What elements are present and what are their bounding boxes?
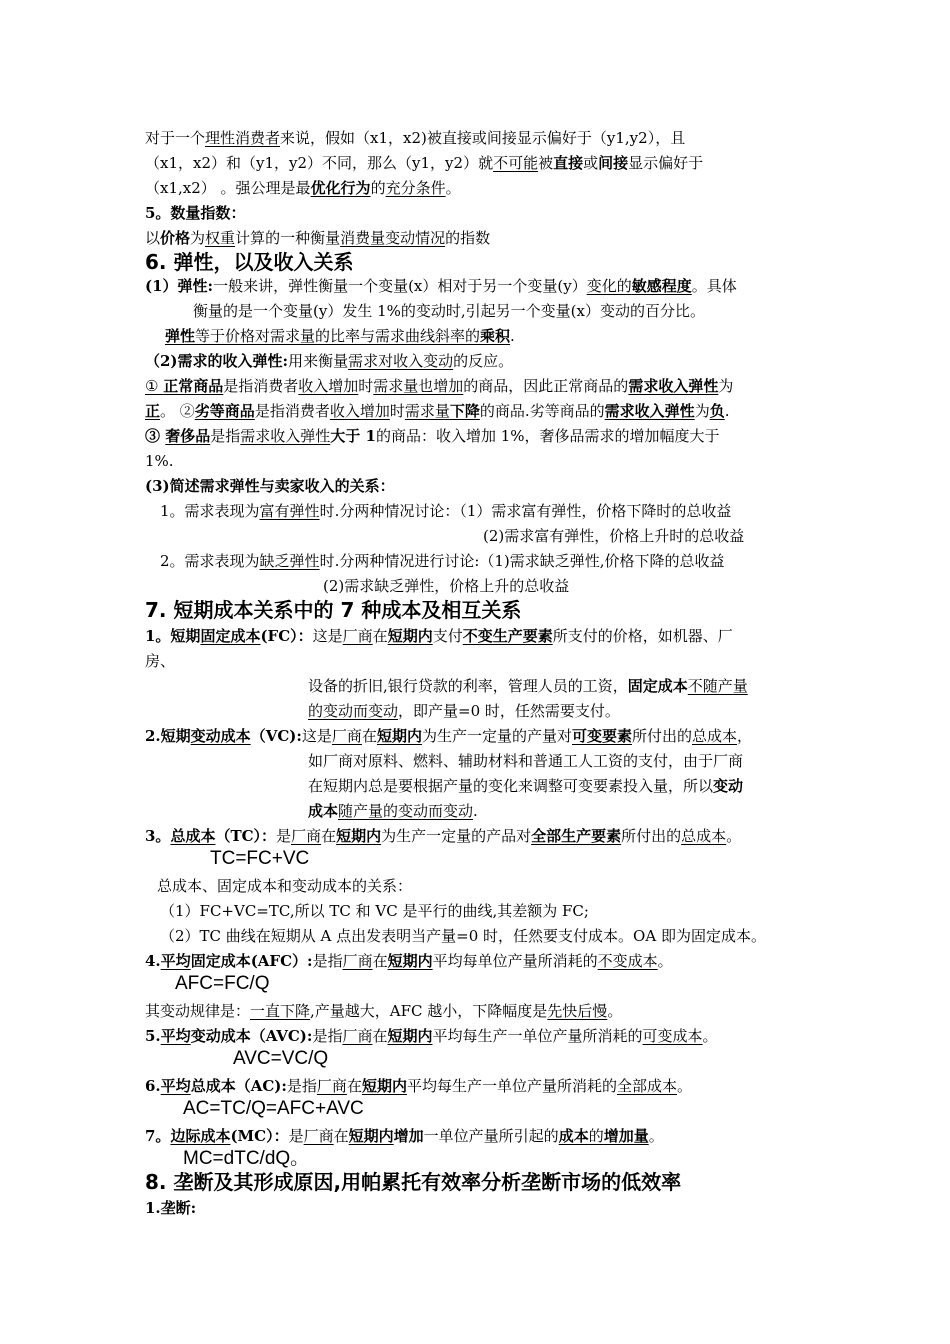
text-run: 的	[370, 179, 386, 197]
text-run: 不随产量	[687, 677, 748, 695]
text-run: （2)需求的收入弹性:	[145, 352, 289, 370]
section-heading	[145, 598, 521, 624]
text-run: 的	[588, 1127, 604, 1145]
text-run: 房、	[145, 652, 176, 670]
text-run: 这是	[312, 627, 343, 645]
text-run: 变化的	[586, 277, 632, 295]
text-run: 需求量	[404, 402, 450, 420]
text-run: 5。数量指数：	[145, 204, 246, 222]
text-run: 8. 垄断及其形成原因,用帕累托有效率分析垄断市场的低效率	[145, 1170, 682, 1194]
text-line	[308, 701, 620, 723]
text-run: 总成本（AC):	[190, 1077, 287, 1095]
text-run: 在	[346, 1077, 362, 1095]
text-line	[145, 203, 245, 225]
text-run: 衡量的是一个变量(y）发生 1%的变动时,引起另一个变量(x）变动的百分比。	[193, 302, 705, 320]
text-run: 显示偏好于	[628, 154, 704, 172]
text-run: 平均每生产一单位产量所消耗的	[432, 1027, 643, 1045]
text-run: 平均	[160, 1027, 191, 1045]
text-line	[145, 153, 703, 175]
text-line	[145, 1026, 718, 1048]
text-run: 直接	[553, 154, 584, 172]
text-run: 短期内	[376, 727, 422, 745]
text-run: 的变动而变动	[308, 702, 399, 720]
text-run: 如厂商对原料、燃料、辅助材料和普通工人工资的支付，由于厂商	[308, 752, 744, 770]
text-run: （2）TC 曲线在短期从 A 点出发表明当产量=0 时，任然要支付成本。OA 即为固定成本。	[160, 927, 766, 945]
text-run: (2)需求富有弹性，价格上升时的总收益	[483, 527, 745, 545]
text-run: 7。	[145, 1127, 171, 1145]
text-run: (FC）：	[260, 627, 313, 645]
section-heading	[145, 1170, 681, 1196]
text-run: 1.垄断:	[145, 1199, 197, 1217]
text-run: .	[724, 402, 730, 420]
text-run: 7. 短期成本关系中的 7 种成本及相互关系	[145, 598, 522, 622]
text-run: 1%.	[145, 452, 174, 470]
text-run: 消费量变动情况	[340, 229, 446, 247]
text-run: 其变动规律是：	[145, 1002, 251, 1020]
text-run: .	[510, 327, 515, 345]
text-run: 。具体	[691, 277, 737, 295]
text-run: 4.	[145, 952, 161, 970]
text-run: 变动成本	[190, 727, 251, 745]
text-run: 固定成本	[200, 627, 261, 645]
text-run: 支付	[432, 627, 463, 645]
text-line	[145, 426, 720, 448]
text-run: 为	[190, 229, 206, 247]
text-run: 。	[445, 179, 461, 197]
text-run: 富有弹性	[259, 502, 320, 520]
text-run: 劣等商品	[194, 402, 255, 420]
text-run: 厂商	[291, 827, 322, 845]
text-run: AFC=FC/Q	[175, 973, 270, 994]
text-run: 需求收入弹性	[240, 427, 331, 445]
text-run: 平均	[160, 1077, 191, 1095]
text-run: AVC=VC/Q	[233, 1048, 329, 1069]
text-run: 的反应。	[453, 352, 514, 370]
text-run: 成本	[308, 802, 339, 820]
text-run: 平均	[160, 952, 191, 970]
text-run: 不变生产要素	[462, 627, 553, 645]
text-run: 。	[726, 827, 742, 845]
text-run: ③	[145, 427, 166, 445]
text-run: ,产量越大，AFC 越小，下降幅度是	[310, 1002, 548, 1020]
text-run: 来说，假如（x1，x2)被直接或间接显示偏好于（y1,y2），且	[280, 129, 686, 147]
text-run: 6. 弹性，以及收入关系	[145, 250, 354, 274]
text-run: 1。短期	[145, 627, 201, 645]
text-run: 所支付的价格，如机器、厂	[552, 627, 733, 645]
text-run: 是指	[312, 1027, 343, 1045]
text-run: 的商品：收入增加 1%，奢侈品需求的增加幅度大于	[375, 427, 720, 445]
text-run: 增加量	[603, 1127, 649, 1145]
text-run: 平均每生产一单位产量所消耗的	[406, 1077, 617, 1095]
text-line	[145, 726, 752, 748]
text-run: 可变成本	[642, 1027, 703, 1045]
text-run: 敏感程度	[631, 277, 692, 295]
text-run: 是	[288, 1127, 304, 1145]
text-line	[145, 651, 175, 673]
text-run: 短期内	[361, 1077, 407, 1095]
formula-line	[175, 973, 269, 997]
text-run: 下降	[449, 402, 480, 420]
text-run: 固定成本	[627, 677, 688, 695]
text-line	[145, 1198, 196, 1220]
text-line	[308, 676, 748, 698]
text-line	[145, 228, 490, 250]
text-run: 是指消费者	[254, 402, 330, 420]
text-run: 短期内	[387, 1027, 433, 1045]
text-run: 大于 1	[330, 427, 376, 445]
text-line	[145, 826, 741, 848]
text-run: 可变要素	[571, 727, 632, 745]
text-run: 固定成本(AFC）:	[190, 952, 313, 970]
text-run: 总成本	[692, 727, 738, 745]
text-run: 5.	[145, 1027, 161, 1045]
text-run: 需求量也增加	[373, 377, 464, 395]
text-run: 用来衡量	[288, 352, 349, 370]
text-run: 的商品，因此正常商品的	[463, 377, 629, 395]
text-line	[145, 1001, 622, 1023]
text-run: ①	[145, 377, 164, 395]
text-run: 在	[372, 1027, 388, 1045]
text-run: 在	[333, 1127, 349, 1145]
text-run: AC=TC/Q=AFC+AVC	[183, 1098, 364, 1119]
text-line	[145, 276, 737, 298]
text-run: ，	[737, 727, 753, 745]
text-run: 边际成本	[170, 1127, 231, 1145]
text-run: 需求对收入变动	[348, 352, 454, 370]
text-run: 在	[372, 952, 388, 970]
text-run: 是指	[210, 427, 241, 445]
text-run: 奢侈品	[165, 427, 211, 445]
text-run: 厂商	[316, 1077, 347, 1095]
text-run: 为	[694, 402, 710, 420]
text-run: 。	[677, 1077, 693, 1095]
text-run: 被	[538, 154, 554, 172]
text-run: 在	[321, 827, 337, 845]
text-line	[145, 128, 685, 150]
text-run: 厂商	[342, 627, 373, 645]
text-run: 变动成本（AVC):	[190, 1027, 313, 1045]
text-run: （1）FC+VC=TC,所以 TC 和 VC 是平行的曲线,其差额为 FC;	[160, 902, 589, 920]
text-line	[160, 926, 766, 948]
text-line	[145, 351, 513, 373]
text-line	[145, 476, 395, 498]
section-heading	[145, 250, 353, 276]
text-run: (3)简述需求弹性与卖家收入的关系：	[145, 477, 395, 495]
text-run: 。	[607, 1002, 623, 1020]
text-line	[165, 326, 515, 348]
text-run: 设备的折旧,银行贷款的利率，管理人员的工资，	[308, 677, 628, 695]
text-run: 在短期内总是要根据产量的变化来调整可变要素投入量，所以	[308, 777, 714, 795]
text-line	[145, 1076, 692, 1098]
text-run: 为生产一定量的产品对	[381, 827, 532, 845]
text-run: 1。需求表现为	[160, 502, 260, 520]
text-run: 或	[583, 154, 599, 172]
text-run: 是指	[312, 952, 343, 970]
text-run: 时	[358, 377, 374, 395]
text-run: 充分条件	[385, 179, 446, 197]
text-run: 正常商品	[163, 377, 224, 395]
text-line	[145, 178, 461, 200]
text-run: 乘积	[480, 327, 511, 345]
text-line	[157, 876, 412, 898]
text-run: 变动	[713, 777, 744, 795]
formula-line	[233, 1048, 328, 1072]
text-run: 为	[718, 377, 734, 395]
text-line	[483, 526, 744, 548]
text-run: 以	[145, 229, 161, 247]
text-run: 弹性	[165, 327, 196, 345]
formula-line	[183, 1148, 309, 1172]
text-line	[160, 551, 725, 573]
text-line	[160, 901, 589, 923]
text-run: 总成本、固定成本和变动成本的关系：	[157, 877, 413, 895]
text-line	[145, 376, 733, 398]
text-run: 先快后慢	[547, 1002, 608, 1020]
text-run: 在	[372, 627, 388, 645]
text-run: 一直下降	[250, 1002, 311, 1020]
text-run: 厂商	[331, 727, 362, 745]
text-run: 计算的一种衡量	[235, 229, 341, 247]
text-run: MC=dTC/dQ。	[183, 1148, 310, 1169]
text-run: 2.短期	[145, 727, 191, 745]
text-run: 是指消费者	[223, 377, 299, 395]
text-run: 总成本	[170, 827, 216, 845]
text-run: 时.分两种情况进行讨论:（1)需求缺乏弹性,价格下降的总收益	[319, 552, 725, 570]
text-run: 权重	[205, 229, 236, 247]
text-run: 。	[657, 952, 673, 970]
text-run: 缺乏弹性	[259, 552, 320, 570]
text-run: ，即产量=0 时，任然需要支付。	[398, 702, 620, 720]
text-line	[145, 626, 733, 648]
text-line	[145, 401, 730, 423]
text-run: 优化行为	[310, 179, 371, 197]
text-line	[308, 776, 743, 798]
text-run: 。	[648, 1127, 664, 1145]
text-run: 增加	[393, 1127, 424, 1145]
text-run: （x1,x2） 。强公理是最	[145, 179, 311, 197]
text-run: 负	[709, 402, 725, 420]
text-run: 厂商	[303, 1127, 334, 1145]
text-run: 的指数	[445, 229, 491, 247]
text-run: 一般来讲，弹性衡量一个变量(x）相对于另一个变量(y）	[213, 277, 587, 295]
text-run: 厂商	[342, 952, 373, 970]
text-run: 短期内	[387, 952, 433, 970]
text-run: 需求收入弹性	[604, 402, 695, 420]
text-run: 理性消费者	[205, 129, 281, 147]
text-run: 时.分两种情况讨论：（1）需求富有弹性，价格下降时的总收益	[319, 502, 732, 520]
text-run: 2。需求表现为	[160, 552, 260, 570]
text-line	[308, 751, 743, 773]
text-line	[145, 451, 174, 473]
text-run: 为生产一定量的产量对	[421, 727, 572, 745]
text-run: （VC):	[250, 727, 302, 745]
text-run: 的商品.劣等商品的	[479, 402, 605, 420]
text-run: 随产量的变动而变动	[338, 802, 474, 820]
text-run: （x1，x2）和（y1，y2）不同，那么（y1，y2）就	[145, 154, 494, 172]
text-run: 一单位产量所引起的	[423, 1127, 559, 1145]
text-run: 平均每单位产量所消耗的	[432, 952, 598, 970]
text-run: 收入增加	[298, 377, 359, 395]
text-run: 不可能	[493, 154, 539, 172]
text-line	[308, 801, 478, 823]
text-run: 间接	[598, 154, 629, 172]
text-run: 全部生产要素	[531, 827, 622, 845]
text-run: 短期内	[387, 627, 433, 645]
text-run: 短期内	[348, 1127, 394, 1145]
text-run: 厂商	[342, 1027, 373, 1045]
formula-line	[210, 848, 309, 872]
text-run: 3。	[145, 827, 171, 845]
text-line	[145, 951, 673, 973]
text-run: 是指	[286, 1077, 317, 1095]
text-run: .	[473, 802, 478, 820]
text-run: (1）弹性:	[145, 277, 214, 295]
text-run: 短期内	[336, 827, 382, 845]
text-run: 。 ②	[160, 402, 195, 420]
text-run: 这是	[301, 727, 332, 745]
text-run: 价格	[160, 229, 191, 247]
text-run: 正	[145, 402, 161, 420]
text-run: 不变成本	[597, 952, 658, 970]
text-run: 等于价格对需求量的比率与需求曲线斜率的	[195, 327, 481, 345]
text-run: 。	[702, 1027, 718, 1045]
text-run: （TC）：	[215, 827, 277, 845]
formula-line	[183, 1098, 364, 1122]
text-run: 成本	[558, 1127, 589, 1145]
text-run: 对于一个	[145, 129, 206, 147]
text-run: 是	[276, 827, 292, 845]
text-line	[193, 301, 705, 323]
text-run: TC=FC+VC	[210, 848, 310, 869]
text-run: 在	[361, 727, 377, 745]
text-run: 时	[389, 402, 405, 420]
text-run: (2)需求缺乏弹性，价格上升的总收益	[323, 577, 570, 595]
text-run: 所付出的	[621, 827, 682, 845]
text-run: (MC）：	[230, 1127, 289, 1145]
text-run: 6.	[145, 1077, 161, 1095]
text-run: 需求收入弹性	[628, 377, 719, 395]
text-run: 总成本	[681, 827, 727, 845]
text-run: 所付出的	[632, 727, 693, 745]
text-run: 全部成本	[616, 1077, 677, 1095]
text-run: 收入增加	[329, 402, 390, 420]
text-line	[145, 1126, 664, 1148]
text-line	[323, 576, 569, 598]
text-line	[160, 501, 731, 523]
